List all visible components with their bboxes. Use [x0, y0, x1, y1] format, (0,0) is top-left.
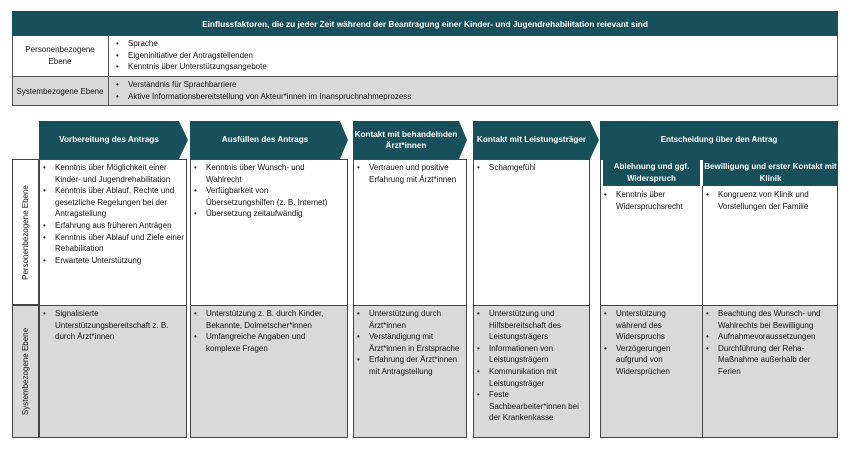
list-item: • Kenntnis über Ablauf, Rechte und gesetzliche Regelungen bei der Antragstellung	[42, 185, 184, 220]
list-item: • Umfangreiche Angaben und komplexe Fragen	[193, 331, 329, 354]
list-item: • Verständnis für Sprachbarriere	[115, 79, 838, 91]
list-item: • Aufnahmevoraussetzungen	[705, 331, 834, 343]
cell-aerzte-person	[354, 159, 462, 185]
cell-vorbereitung-system	[40, 305, 180, 343]
top-row-label-system: Systembezogene Ebene	[12, 77, 109, 106]
list-item: • Informationen von Leistungsträgern	[476, 343, 584, 366]
list-item: • Verfügbarkeit von Übersetzungshilfen (z. B. Internet)	[193, 185, 329, 208]
list-item: • Aktive Informationsbereitstellung von Akteur*innen im Inanspruchnahmeprozess	[115, 91, 838, 103]
cell-leistungstraeger-system	[474, 305, 586, 424]
cell-ablehnung-system	[601, 305, 699, 378]
cell-leistungstraeger-person	[474, 159, 586, 174]
list-item: • Kenntnis über Ablauf und Ziele einer Rehabilitation	[42, 232, 184, 255]
list-item: • Unterstützung und Hilfsbereitschaft des Leistungsträgers	[476, 308, 584, 343]
top-row-label-person: Personenbezogene Ebene	[12, 36, 109, 76]
list-item: • Schamgefühl	[476, 162, 584, 174]
list-item: • Unterstützung während des Widerspruchs	[603, 308, 697, 343]
list-item: • Vertrauen und positive Erfahrung mit Ärzt*innen	[356, 162, 460, 185]
list-item: • Feste Sachbearbeiter*innen bei der Krankenkasse	[476, 389, 584, 424]
side-label-system: Systembezogene Ebene	[12, 305, 39, 438]
list-item: • Kenntnis über Unterstützungsangebote	[115, 61, 838, 73]
side-label-person: Personenbezogene Ebene	[12, 159, 39, 305]
stage-title: Vorbereitung des Antrags	[59, 135, 159, 145]
list-item: • Durchführung der Reha-Maßnahme außerhalb der Ferien	[705, 343, 834, 378]
list-item: • Unterstützung durch Ärzt*innen	[356, 308, 460, 331]
list-item: • Kenntnis über Wunsch- und Wahlrecht	[193, 162, 329, 185]
list-item: • Verständigung mit Ärzt*innen in Erstsprache	[356, 331, 460, 354]
list-item: • Kongruenz von Klinik und Vorstellungen der Familie	[705, 189, 834, 212]
list-item: • Erfahrung aus früheren Anträgen	[42, 220, 184, 232]
decision-sub-ablehnung: Ablehnung und ggf. Widerspruch	[603, 159, 700, 186]
decision-sub-bewilligung: Bewilligung und erster Kontakt mit Klinik	[703, 159, 838, 186]
list-item: • Kommunikation mit Leistungsträger	[476, 366, 584, 389]
cell-ablehnung-person	[601, 186, 699, 212]
cell-ausfuellen-system	[191, 305, 331, 354]
list-item: • Erfahrung der Ärzt*innen mit Antragstellung	[356, 354, 460, 377]
top-row-items-person	[109, 37, 838, 76]
cell-bewilligung-system	[703, 305, 836, 378]
list-item: • Verzögerungen aufgrund von Widersprüchen	[603, 343, 697, 378]
top-row-items-system	[109, 78, 838, 105]
list-item: • Sprache	[115, 38, 838, 50]
cell-aerzte-system	[354, 305, 462, 378]
cell-vorbereitung-person	[40, 159, 186, 266]
list-item: • Kenntnis über Möglichkeit einer Kinder- und Jugendrehabilitation	[42, 162, 184, 185]
list-item: • Übersetzung zeitaufwändig	[193, 208, 329, 220]
stage-arrow-vorbereitung	[39, 121, 188, 159]
cell-ausfuellen-person	[191, 159, 331, 220]
decision-title: Entscheidung über den Antrag	[600, 121, 838, 159]
stage-arrow-aerzte	[353, 121, 467, 159]
top-table-title: Einflussfaktoren, die zu jeder Zeit während der Beantragung einer Kinder- und Jugendrehabilitation relevant sind	[12, 11, 838, 36]
list-item: • Erwartete Unterstützung	[42, 255, 184, 267]
stage-arrow-ausfuellen	[190, 121, 348, 159]
list-item: • Kenntnis über Widerspruchsrecht	[603, 189, 697, 212]
stage-arrow-leistungstraeger	[473, 121, 599, 159]
list-item: • Beachtung des Wunsch- und Wahlrechts bei Bewilligung	[705, 308, 834, 331]
list-item: • Eigeninitiative der Antragstellenden	[115, 50, 838, 62]
list-item: • Signalisierte Unterstützungsbereitschaft z. B. durch Ärzt*innen	[42, 308, 178, 343]
list-item: • Unterstützung z. B. durch Kinder, Bekannte, Dolmetscher*innen	[193, 308, 329, 331]
stage-title: Kontakt mit behandelnden Ärzt*innen	[354, 129, 458, 150]
stage-title: Kontakt mit Leistungsträger	[476, 135, 587, 145]
cell-bewilligung-person	[703, 186, 836, 212]
stage-title: Ausfüllen des Antrags	[221, 135, 309, 145]
